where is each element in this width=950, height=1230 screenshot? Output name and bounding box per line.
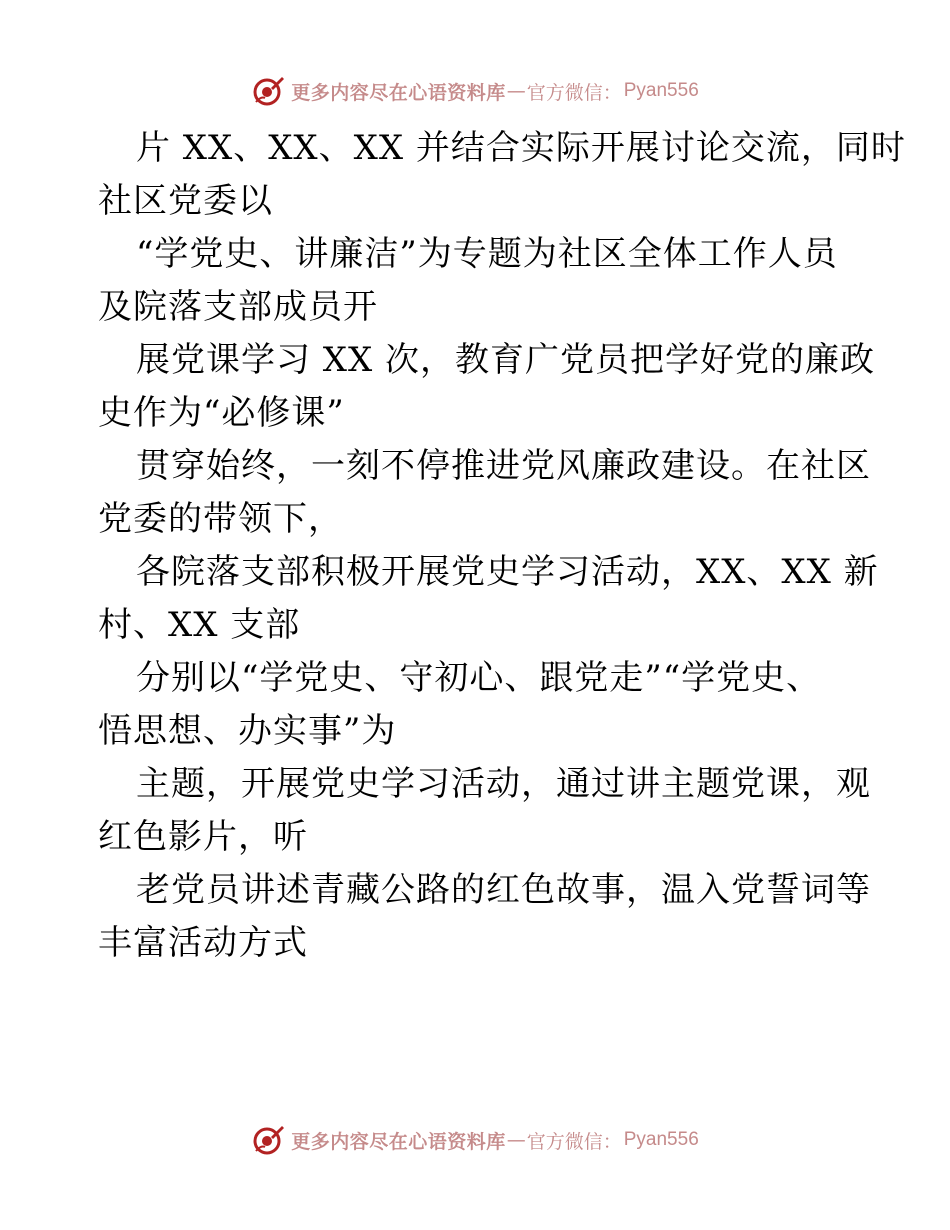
pen-logo-icon: [251, 1123, 285, 1157]
document-body: [98, 122, 906, 970]
banner-brand: 更多内容尽在心语资料库: [291, 1130, 506, 1153]
body-line: 社区党委以: [98, 181, 273, 221]
banner-dash: —: [506, 80, 526, 102]
header-banner: [0, 71, 950, 111]
body-line: “学党史、讲廉洁”为专题为社区全体工作人员: [136, 234, 838, 274]
banner-wechat-id: Pyan556: [623, 1129, 699, 1150]
banner-wechat-label: 官方微信：: [526, 1130, 622, 1153]
pen-logo-icon: [251, 74, 285, 108]
body-line: 贯穿始终，一刻不停推进党风廉政建设。在社区: [136, 446, 871, 486]
body-line: 党委的带领下，: [98, 499, 343, 539]
body-line: 各院落支部积极开展党史学习活动，XX、XX 新: [136, 552, 879, 592]
body-line: 悟思想、办实事”为: [98, 711, 397, 751]
banner-brand: 更多内容尽在心语资料库: [291, 81, 506, 104]
footer-banner: [0, 1120, 950, 1160]
body-line: 老党员讲述青藏公路的红色故事，温入党誓词等: [136, 870, 871, 910]
body-line: 展党课学习 XX 次，教育广党员把学好党的廉政: [136, 340, 876, 380]
body-line: 红色影片，听: [98, 817, 308, 857]
body-line: 史作为“必修课”: [98, 393, 345, 433]
body-line: 丰富活动方式: [98, 923, 308, 963]
body-line: 片 XX、XX、XX 并结合实际开展讨论交流，同时: [136, 128, 906, 168]
body-line: 及院落支部成员开: [98, 287, 378, 327]
banner-wechat-id: Pyan556: [623, 80, 699, 101]
body-line: 分别以“学党史、守初心、跟党走”“学党史、: [136, 658, 822, 698]
body-line: 主题，开展党史学习活动，通过讲主题党课，观: [136, 764, 871, 804]
banner-dash: —: [506, 1129, 526, 1151]
banner-wechat-label: 官方微信：: [526, 81, 622, 104]
body-line: 村、XX 支部: [98, 605, 301, 645]
